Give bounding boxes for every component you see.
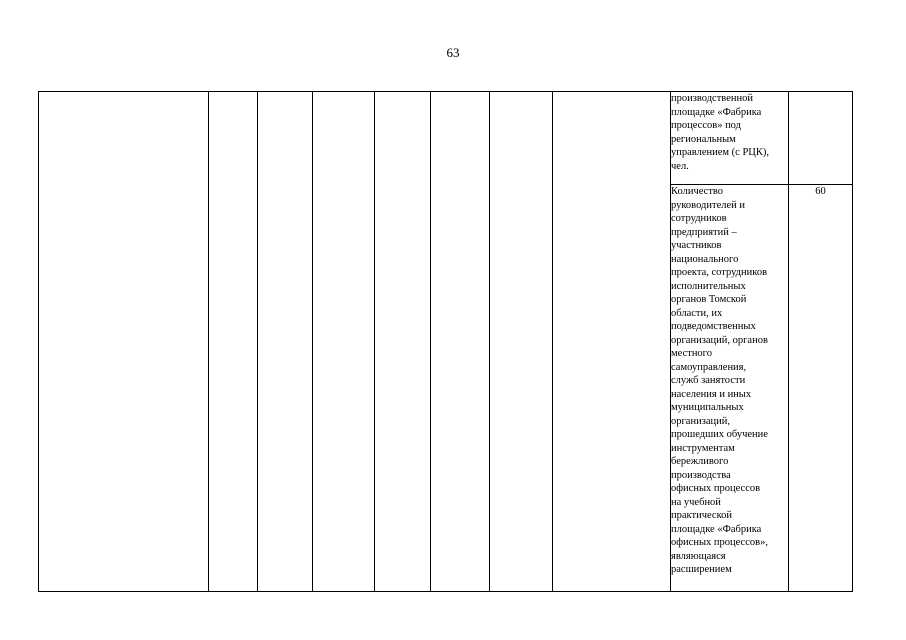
text-line: прошедших обучение <box>671 429 768 440</box>
text-line: бережливого <box>671 456 729 467</box>
text-line: органов Томской <box>671 294 747 305</box>
indicator-value-cell <box>789 92 853 185</box>
text-line: организаций, <box>671 415 730 427</box>
text-line: производства <box>671 469 731 481</box>
text-line: на учебной <box>671 496 721 508</box>
text-line: являющаяся <box>671 550 726 562</box>
indicator-description-cell <box>671 92 789 185</box>
text-line: самоуправления, <box>671 361 747 373</box>
table-cell-empty <box>431 92 490 592</box>
text-line: площадке «Фабрика <box>671 523 762 535</box>
text-line: области, их <box>671 307 723 319</box>
text-line: служб занятости <box>671 375 746 386</box>
text-line: управлением (с РЦК), <box>671 147 769 158</box>
text-line: руководителей и <box>671 199 745 211</box>
text-line: офисных процессов <box>671 483 761 494</box>
text-line: Количество <box>671 186 724 197</box>
text-line: местного <box>671 348 712 359</box>
text-line: площадке «Фабрика <box>671 106 762 118</box>
table-cell-empty <box>490 92 553 592</box>
text-line: подведомственных <box>671 321 756 332</box>
text-line: населения и иных <box>671 388 752 400</box>
table-cell-empty <box>313 92 375 592</box>
text-line: чел. <box>671 160 689 172</box>
table-cell-empty <box>258 92 313 592</box>
document-table <box>38 91 853 592</box>
table-cell-empty <box>553 92 671 592</box>
indicator-value-cell: 60 <box>789 185 853 592</box>
table-cell-empty <box>209 92 258 592</box>
text-line: инструментам <box>671 442 735 454</box>
text-line: организаций, органов <box>671 334 768 346</box>
text-line: региональным <box>671 133 736 145</box>
text-line: сотрудников <box>671 213 727 224</box>
text-line: муниципальных <box>671 402 744 413</box>
text-line: предприятий – <box>671 226 737 238</box>
text-line: исполнительных <box>671 280 746 292</box>
page-number: 63 <box>446 45 460 60</box>
text-line: практической <box>671 510 733 521</box>
table-cell-empty <box>375 92 431 592</box>
text-line: офисных процессов», <box>671 537 768 548</box>
text-line: участников <box>671 240 722 251</box>
table-cell-empty <box>39 92 209 592</box>
text-line: расширением <box>671 564 732 575</box>
text-line: процессов» под <box>671 120 741 131</box>
text-line: национального <box>671 253 739 265</box>
table-row <box>39 92 853 185</box>
text-line: производственной <box>671 93 753 104</box>
indicator-description-cell <box>671 185 789 592</box>
text-line: проекта, сотрудников <box>671 267 768 278</box>
